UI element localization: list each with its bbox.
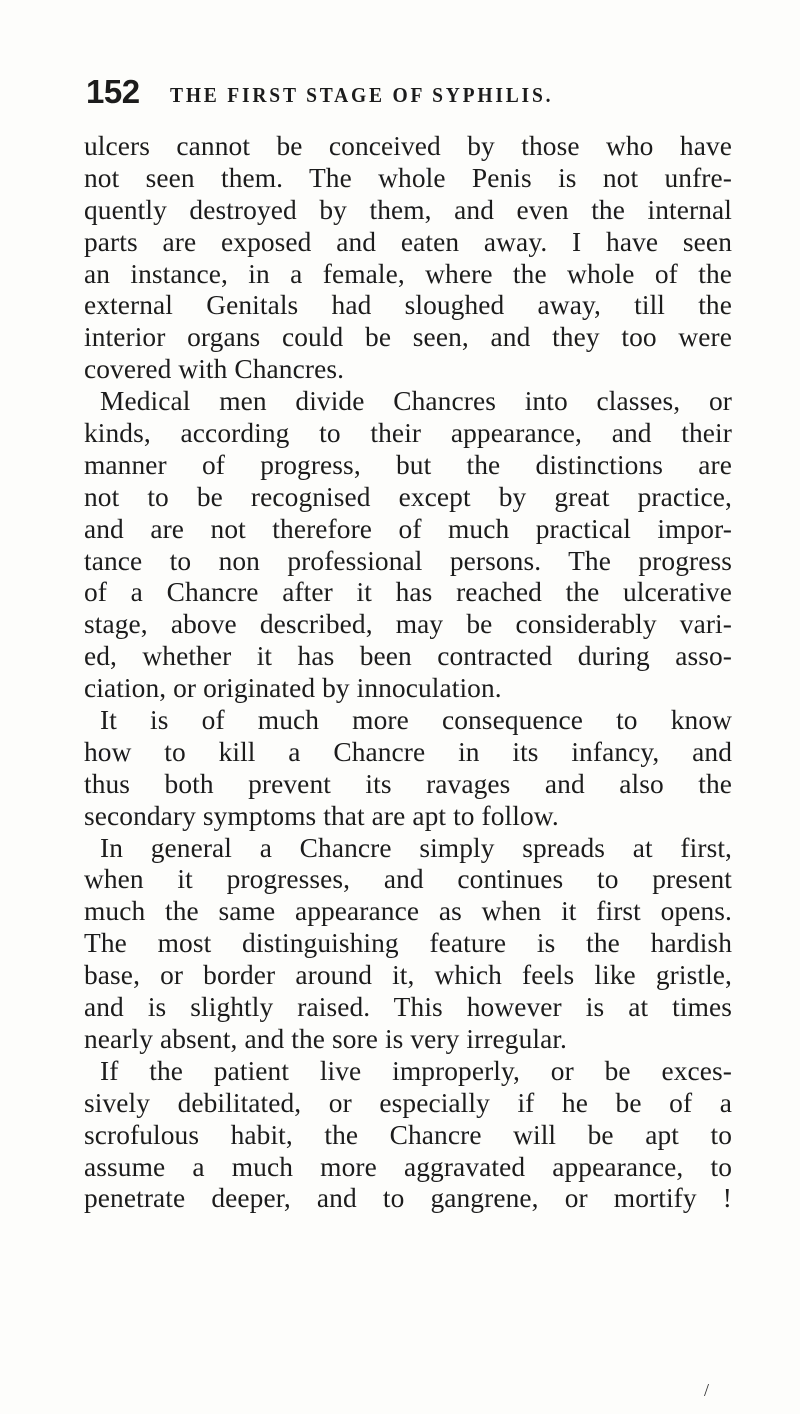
text-line: thus both prevent its ravages and also the bbox=[84, 768, 732, 799]
text-line: nearly absent, and the sore is very irregular. bbox=[84, 1023, 567, 1054]
text-line: not to be recognised except by great practice, bbox=[84, 481, 732, 512]
text-line: an instance, in a female, where the whole of the bbox=[84, 258, 732, 289]
text-line: The most distinguishing feature is the hardish bbox=[84, 928, 732, 959]
text-line: ulcers cannot be conceived by those who have bbox=[84, 131, 732, 161]
text-line: penetrate deeper, and to gangrene, or mortify ! bbox=[84, 1183, 732, 1214]
text-line: ciation, or originated by innoculation. bbox=[84, 673, 502, 704]
text-line: when it progresses, and continues to present bbox=[84, 864, 732, 895]
text-line: covered with Chancres. bbox=[84, 354, 345, 385]
text-line: external Genitals had sloughed away, till the bbox=[84, 290, 732, 321]
text-line: and is slightly raised. This however is at times bbox=[84, 992, 732, 1023]
text-line: base, or border around it, which feels like gristle, bbox=[84, 960, 732, 991]
text-line: secondary symptoms that are apt to follow. bbox=[84, 800, 559, 831]
text-line: and are not therefore of much practical impor- bbox=[84, 513, 732, 544]
text-line: not seen them. The whole Penis is not unfre- bbox=[84, 162, 732, 193]
text-line: stage, above described, may be considerably vari- bbox=[84, 609, 732, 640]
text-line: Medical men divide Chancres into classes, or bbox=[100, 386, 732, 417]
text-line: scrofulous habit, the Chancre will be apt to bbox=[84, 1119, 732, 1150]
text-line: ed, whether it has been contracted during asso- bbox=[84, 641, 732, 672]
text-line: interior organs could be seen, and they too were bbox=[84, 322, 732, 353]
text-line: much the same appearance as when it first opens. bbox=[84, 896, 732, 927]
stray-mark: / bbox=[704, 1380, 710, 1400]
text-line: It is of much more consequence to know bbox=[100, 705, 732, 736]
text-line: manner of progress, but the distinctions are bbox=[84, 449, 732, 480]
running-title: THE FIRST STAGE OF SYPHILIS. bbox=[170, 83, 554, 107]
running-head bbox=[86, 74, 726, 114]
text-line: how to kill a Chancre in its infancy, and bbox=[84, 736, 732, 767]
text-line: In general a Chancre simply spreads at first, bbox=[100, 832, 732, 863]
text-line: If the patient live improperly, or be exces- bbox=[100, 1055, 732, 1086]
text-line: of a Chancre after it has reached the ulcerative bbox=[84, 577, 732, 608]
text-line: tance to non professional persons. The progress bbox=[84, 545, 732, 576]
body-text bbox=[84, 131, 732, 1215]
text-line: kinds, according to their appearance, and their bbox=[84, 418, 732, 449]
text-line: quently destroyed by them, and even the internal bbox=[84, 194, 732, 225]
text-line: sively debilitated, or especially if he be of a bbox=[84, 1087, 732, 1118]
text-line: assume a much more aggravated appearance, to bbox=[84, 1151, 732, 1182]
text-line: parts are exposed and eaten away. I have seen bbox=[84, 226, 732, 257]
page-number: 152 bbox=[86, 73, 140, 110]
